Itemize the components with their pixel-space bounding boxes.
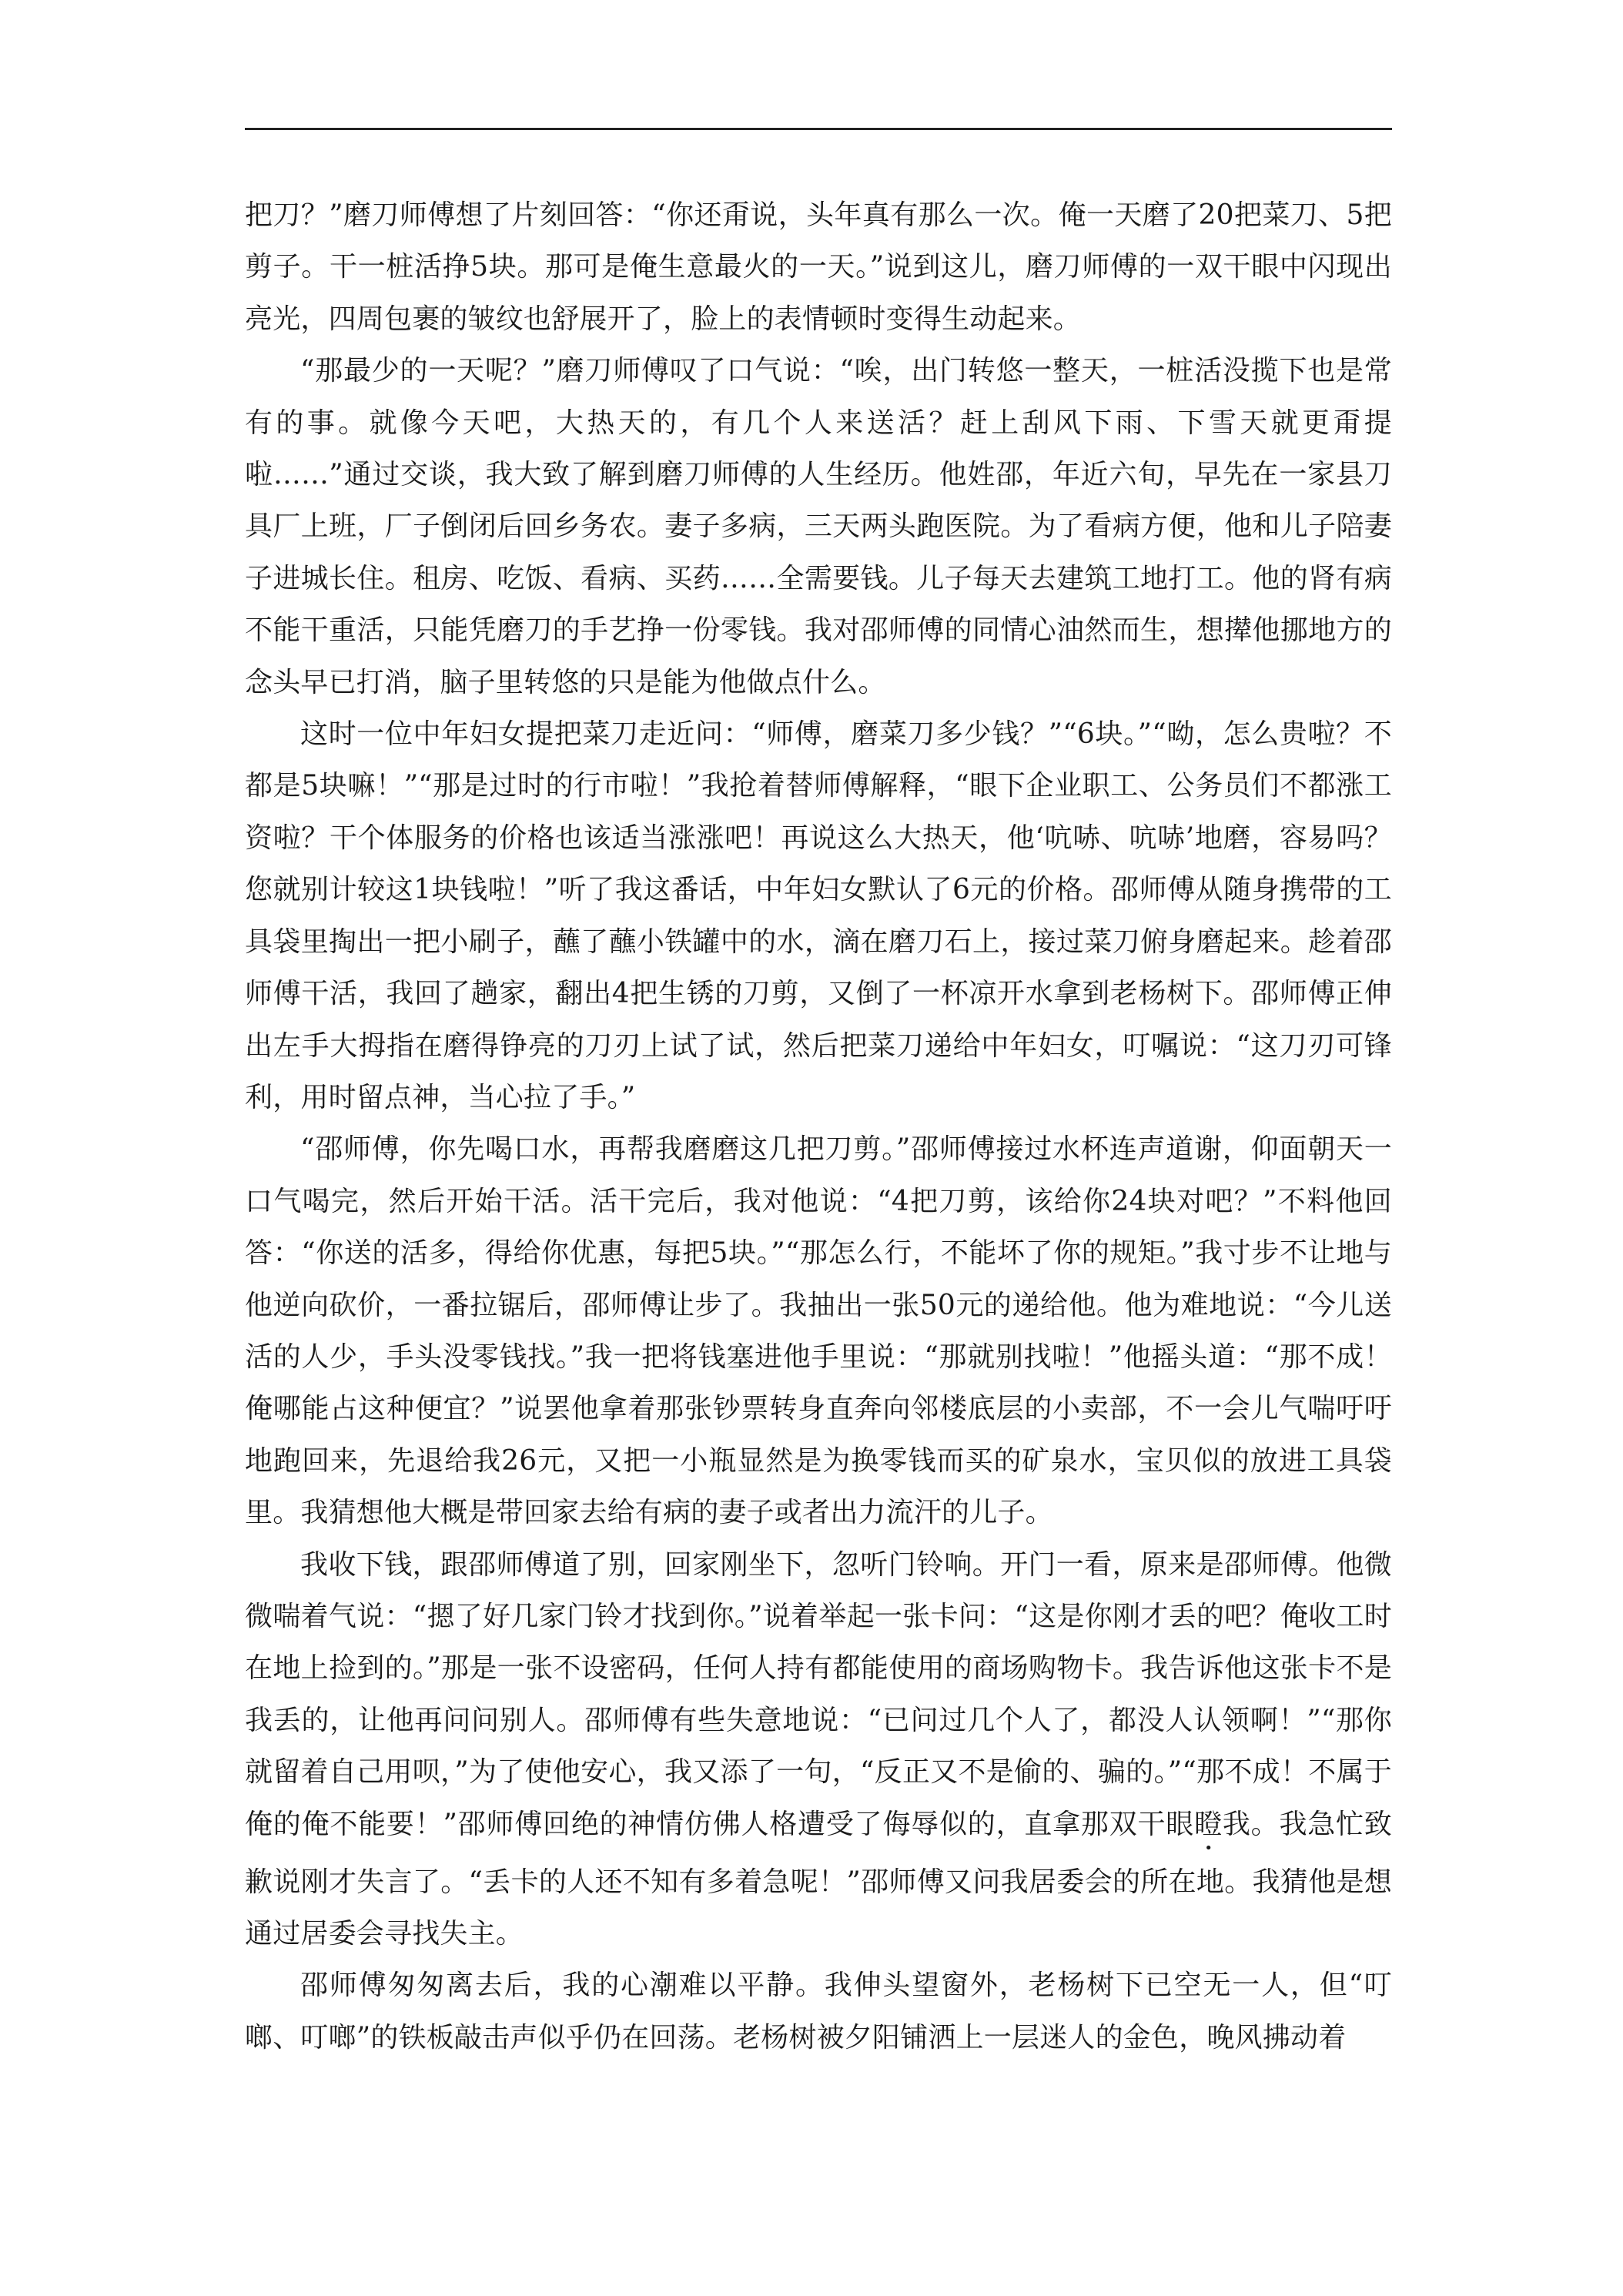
paragraph-5-text-after: 我。我急忙致歉说刚才失言了。“丢卡的人还不知有多着急呢！”邵师傅又问我居委会的所在地。我猜他是想通过居委会寻找失主。 bbox=[245, 1808, 1392, 1950]
paragraph-5 bbox=[245, 1539, 1392, 1960]
paragraph-5-text-before: 我收下钱，跟邵师傅道了别，回家刚坐下，忽听门铃响。开门一看，原来是邵师傅。他微微喘着气说：“摁了好几家门铃才找到你。”说着举起一张卡问：“这是你刚才丢的吧？俺收工时在地上捡到的。”那是一张不设密码，任何人持有都能使用的商场购物卡。我告诉他这张卡不是我丢的，让他再问问别人。邵师傅有些失意地说：“已问过几个人了，都没人认领啊！”“那你就留着自己用呗，”为了使他安心，我又添了一句，“反正又不是偷的、骗的。”“那不成！不属于俺的俺不能要！”邵师傅回绝的神情仿佛人格遭受了侮辱似的，直拿那双干眼 bbox=[245, 1548, 1392, 1840]
paragraph-1: 把刀？”磨刀师傅想了片刻回答：“你还甭说，头年真有那么一次。俺一天磨了20把菜刀、5把剪子。干一桩活挣5块。那可是俺生意最火的一天。”说到这儿，磨刀师傅的一双干眼中闪现出亮光，四周包裹的皱纹也舒展开了，脸上的表情顿时变得生动起来。 bbox=[245, 199, 1392, 335]
paragraph-2: “那最少的一天呢？”磨刀师傅叹了口气说：“唉，出门转悠一整天，一桩活没揽下也是常有的事。就像今天吧，大热天的，有几个人来送活？赶上刮风下雨、下雪天就更甭提啦……”通过交谈，我大致了解到磨刀师傅的人生经历。他姓邵，年近六旬，早先在一家县刀具厂上班，厂子倒闭后回乡务农。妻子多病，三天两头跑医院。为了看病方便，他和儿子陪妻子进城长住。租房、吃饭、看病、买药……全需要钱。儿子每天去建筑工地打工。他的肾有病不能干重活，只能凭磨刀的手艺挣一份零钱。我对邵师傅的同情心油然而生，想撵他挪地方的念头早已打消，脑子里转悠的只是能为他做点什么。 bbox=[245, 355, 1392, 698]
paragraph-3: 这时一位中年妇女提把菜刀走近问：“师傅，磨菜刀多少钱？”“6块。”“呦，怎么贵啦？不都是5块嘛！”“那是过时的行市啦！”我抢着替师傅解释，“眼下企业职工、公务员们不都涨工资啦？干个体服务的价格也该适当涨涨吧！再说这么大热天，他‘吭哧、吭哧’地磨，容易吗？您就别计较这1块钱啦！”听了我这番话，中年妇女默认了6元的价格。邵师傅从随身携带的工具袋里掏出一把小刷子，蘸了蘸小铁罐中的水，滴在磨刀石上，接过菜刀俯身磨起来。趁着邵师傅干活，我回了趟家，翻出4把生锈的刀剪，又倒了一杯凉开水拿到老杨树下。邵师傅正伸出左手大拇指在磨得铮亮的刀刃上试了试，然后把菜刀递给中年妇女，叮嘱说：“这刀刃可锋利，用时留点神，当心拉了手。” bbox=[245, 718, 1392, 1113]
paragraph-4: “邵师傅，你先喝口水，再帮我磨磨这几把刀剪。”邵师傅接过水杯连声道谢，仰面朝天一口气喝完，然后开始干活。活干完后，我对他说：“4把刀剪，该给你24块对吧？”不料他回答：“你送的活多，得给你优惠，每把5块。”“那怎么行，不能坏了你的规矩。”我寸步不让地与他逆向砍价，一番拉锯后，邵师傅让步了。我抽出一张50元的递给他。他为难地说：“今儿送活的人少，手头没零钱找。”我一把将钱塞进他手里说：“那就别找啦！”他摇头道：“那不成！俺哪能占这种便宜？”说罢他拿着那张钞票转身直奔向邻楼底层的小卖部，不一会儿气喘吁吁地跑回来，先退给我26元，又把一小瓶显然是为换零钱而买的矿泉水，宝贝似的放进工具袋里。我猜想他大概是带回家去给有病的妻子或者出力流汗的儿子。 bbox=[245, 1133, 1392, 1529]
emphasized-word: 瞪 bbox=[1194, 1808, 1223, 1840]
paragraph-6: 邵师傅匆匆离去后，我的心潮难以平静。我伸头望窗外，老杨树下已空无一人，但“叮啷、叮啷”的铁板敲击声似乎仍在回荡。老杨树被夕阳铺洒上一层迷人的金色，晚风拂动着 bbox=[245, 1970, 1392, 2053]
article-body bbox=[245, 189, 1392, 2063]
header-rule bbox=[245, 128, 1392, 130]
